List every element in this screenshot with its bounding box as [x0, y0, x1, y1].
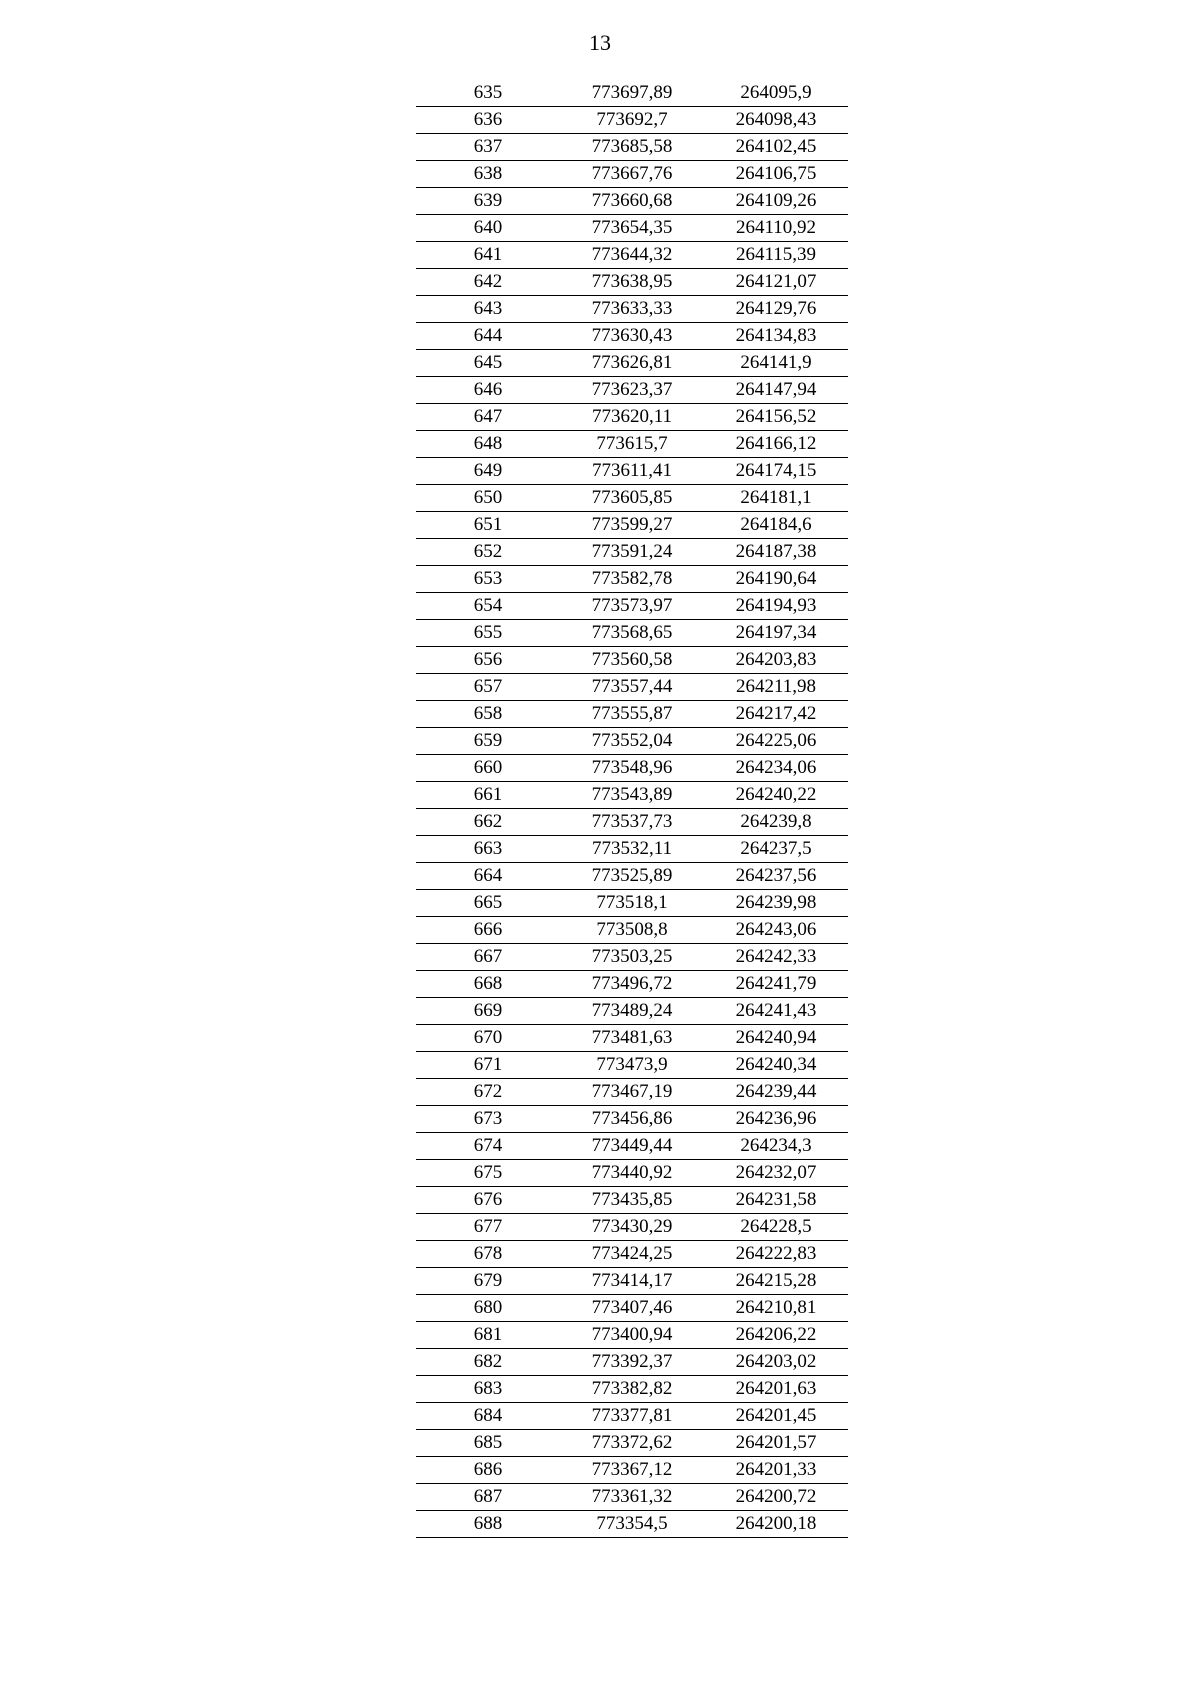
y-coordinate-cell: 264228,5	[704, 1214, 848, 1241]
table-row	[416, 404, 848, 431]
table-row	[416, 701, 848, 728]
y-coordinate-cell: 264211,98	[704, 674, 848, 701]
table-row	[416, 566, 848, 593]
table-row	[416, 377, 848, 404]
point-number-cell: 636	[416, 107, 560, 134]
x-coordinate-cell: 773692,7	[560, 107, 704, 134]
y-coordinate-cell: 264232,07	[704, 1160, 848, 1187]
x-coordinate-cell: 773611,41	[560, 458, 704, 485]
x-coordinate-cell: 773620,11	[560, 404, 704, 431]
x-coordinate-cell: 773667,76	[560, 161, 704, 188]
table-row	[416, 728, 848, 755]
y-coordinate-cell: 264184,6	[704, 512, 848, 539]
point-number-cell: 671	[416, 1052, 560, 1079]
table-row	[416, 161, 848, 188]
point-number-cell: 688	[416, 1511, 560, 1538]
y-coordinate-cell: 264243,06	[704, 917, 848, 944]
y-coordinate-cell: 264236,96	[704, 1106, 848, 1133]
table-row	[416, 1025, 848, 1052]
y-coordinate-cell: 264201,57	[704, 1430, 848, 1457]
y-coordinate-cell: 264109,26	[704, 188, 848, 215]
x-coordinate-cell: 773407,46	[560, 1295, 704, 1322]
table-row	[416, 350, 848, 377]
point-number-cell: 667	[416, 944, 560, 971]
point-number-cell: 635	[416, 80, 560, 107]
y-coordinate-cell: 264156,52	[704, 404, 848, 431]
point-number-cell: 653	[416, 566, 560, 593]
point-number-cell: 647	[416, 404, 560, 431]
table-row	[416, 269, 848, 296]
table-row	[416, 836, 848, 863]
table-row	[416, 1322, 848, 1349]
point-number-cell: 655	[416, 620, 560, 647]
y-coordinate-cell: 264234,3	[704, 1133, 848, 1160]
x-coordinate-cell: 773654,35	[560, 215, 704, 242]
y-coordinate-cell: 264240,22	[704, 782, 848, 809]
y-coordinate-cell: 264201,33	[704, 1457, 848, 1484]
table-row	[416, 1214, 848, 1241]
point-number-cell: 645	[416, 350, 560, 377]
point-number-cell: 680	[416, 1295, 560, 1322]
table-row	[416, 782, 848, 809]
x-coordinate-cell: 773560,58	[560, 647, 704, 674]
x-coordinate-cell: 773414,17	[560, 1268, 704, 1295]
point-number-cell: 687	[416, 1484, 560, 1511]
coordinates-table	[416, 80, 848, 1538]
x-coordinate-cell: 773591,24	[560, 539, 704, 566]
x-coordinate-cell: 773697,89	[560, 80, 704, 107]
x-coordinate-cell: 773525,89	[560, 863, 704, 890]
x-coordinate-cell: 773481,63	[560, 1025, 704, 1052]
y-coordinate-cell: 264203,02	[704, 1349, 848, 1376]
point-number-cell: 663	[416, 836, 560, 863]
x-coordinate-cell: 773473,9	[560, 1052, 704, 1079]
y-coordinate-cell: 264242,33	[704, 944, 848, 971]
y-coordinate-cell: 264239,44	[704, 1079, 848, 1106]
coordinates-table-body	[416, 80, 848, 1538]
point-number-cell: 678	[416, 1241, 560, 1268]
table-row	[416, 107, 848, 134]
point-number-cell: 642	[416, 269, 560, 296]
y-coordinate-cell: 264206,22	[704, 1322, 848, 1349]
y-coordinate-cell: 264187,38	[704, 539, 848, 566]
y-coordinate-cell: 264134,83	[704, 323, 848, 350]
y-coordinate-cell: 264095,9	[704, 80, 848, 107]
table-row	[416, 1106, 848, 1133]
point-number-cell: 675	[416, 1160, 560, 1187]
x-coordinate-cell: 773440,92	[560, 1160, 704, 1187]
table-row	[416, 917, 848, 944]
table-row	[416, 1511, 848, 1538]
x-coordinate-cell: 773582,78	[560, 566, 704, 593]
table-row	[416, 1187, 848, 1214]
x-coordinate-cell: 773573,97	[560, 593, 704, 620]
point-number-cell: 684	[416, 1403, 560, 1430]
point-number-cell: 674	[416, 1133, 560, 1160]
y-coordinate-cell: 264210,81	[704, 1295, 848, 1322]
x-coordinate-cell: 773568,65	[560, 620, 704, 647]
point-number-cell: 664	[416, 863, 560, 890]
y-coordinate-cell: 264239,8	[704, 809, 848, 836]
x-coordinate-cell: 773548,96	[560, 755, 704, 782]
y-coordinate-cell: 264231,58	[704, 1187, 848, 1214]
y-coordinate-cell: 264225,06	[704, 728, 848, 755]
table-row	[416, 593, 848, 620]
x-coordinate-cell: 773354,5	[560, 1511, 704, 1538]
y-coordinate-cell: 264110,92	[704, 215, 848, 242]
table-row	[416, 215, 848, 242]
x-coordinate-cell: 773660,68	[560, 188, 704, 215]
y-coordinate-cell: 264197,34	[704, 620, 848, 647]
table-row	[416, 1079, 848, 1106]
x-coordinate-cell: 773435,85	[560, 1187, 704, 1214]
y-coordinate-cell: 264241,79	[704, 971, 848, 998]
y-coordinate-cell: 264201,45	[704, 1403, 848, 1430]
table-row	[416, 1160, 848, 1187]
y-coordinate-cell: 264239,98	[704, 890, 848, 917]
table-row	[416, 1457, 848, 1484]
x-coordinate-cell: 773430,29	[560, 1214, 704, 1241]
point-number-cell: 638	[416, 161, 560, 188]
x-coordinate-cell: 773626,81	[560, 350, 704, 377]
point-number-cell: 651	[416, 512, 560, 539]
point-number-cell: 656	[416, 647, 560, 674]
x-coordinate-cell: 773638,95	[560, 269, 704, 296]
table-row	[416, 188, 848, 215]
point-number-cell: 648	[416, 431, 560, 458]
x-coordinate-cell: 773555,87	[560, 701, 704, 728]
y-coordinate-cell: 264203,83	[704, 647, 848, 674]
table-row	[416, 1295, 848, 1322]
x-coordinate-cell: 773392,37	[560, 1349, 704, 1376]
point-number-cell: 654	[416, 593, 560, 620]
point-number-cell: 676	[416, 1187, 560, 1214]
point-number-cell: 679	[416, 1268, 560, 1295]
table-row	[416, 431, 848, 458]
y-coordinate-cell: 264222,83	[704, 1241, 848, 1268]
x-coordinate-cell: 773543,89	[560, 782, 704, 809]
point-number-cell: 641	[416, 242, 560, 269]
x-coordinate-cell: 773382,82	[560, 1376, 704, 1403]
y-coordinate-cell: 264121,07	[704, 269, 848, 296]
table-row	[416, 1403, 848, 1430]
y-coordinate-cell: 264181,1	[704, 485, 848, 512]
point-number-cell: 686	[416, 1457, 560, 1484]
x-coordinate-cell: 773400,94	[560, 1322, 704, 1349]
table-row	[416, 1430, 848, 1457]
y-coordinate-cell: 264102,45	[704, 134, 848, 161]
table-row	[416, 1484, 848, 1511]
x-coordinate-cell: 773537,73	[560, 809, 704, 836]
point-number-cell: 660	[416, 755, 560, 782]
y-coordinate-cell: 264147,94	[704, 377, 848, 404]
x-coordinate-cell: 773615,7	[560, 431, 704, 458]
x-coordinate-cell: 773496,72	[560, 971, 704, 998]
table-row	[416, 620, 848, 647]
point-number-cell: 646	[416, 377, 560, 404]
point-number-cell: 673	[416, 1106, 560, 1133]
table-row	[416, 890, 848, 917]
table-row	[416, 242, 848, 269]
y-coordinate-cell: 264201,63	[704, 1376, 848, 1403]
y-coordinate-cell: 264240,34	[704, 1052, 848, 1079]
point-number-cell: 662	[416, 809, 560, 836]
point-number-cell: 685	[416, 1430, 560, 1457]
table-row	[416, 755, 848, 782]
table-row	[416, 674, 848, 701]
y-coordinate-cell: 264190,64	[704, 566, 848, 593]
y-coordinate-cell: 264129,76	[704, 296, 848, 323]
y-coordinate-cell: 264237,56	[704, 863, 848, 890]
x-coordinate-cell: 773644,32	[560, 242, 704, 269]
table-row	[416, 971, 848, 998]
table-row	[416, 323, 848, 350]
x-coordinate-cell: 773508,8	[560, 917, 704, 944]
page-number: 13	[589, 30, 611, 55]
point-number-cell: 637	[416, 134, 560, 161]
table-row	[416, 539, 848, 566]
y-coordinate-cell: 264240,94	[704, 1025, 848, 1052]
point-number-cell: 683	[416, 1376, 560, 1403]
table-row	[416, 944, 848, 971]
table-row	[416, 1052, 848, 1079]
point-number-cell: 670	[416, 1025, 560, 1052]
point-number-cell: 681	[416, 1322, 560, 1349]
y-coordinate-cell: 264200,72	[704, 1484, 848, 1511]
table-row	[416, 647, 848, 674]
point-number-cell: 677	[416, 1214, 560, 1241]
x-coordinate-cell: 773449,44	[560, 1133, 704, 1160]
table-row	[416, 512, 848, 539]
y-coordinate-cell: 264174,15	[704, 458, 848, 485]
x-coordinate-cell: 773361,32	[560, 1484, 704, 1511]
table-row	[416, 80, 848, 107]
point-number-cell: 659	[416, 728, 560, 755]
x-coordinate-cell: 773377,81	[560, 1403, 704, 1430]
y-coordinate-cell: 264098,43	[704, 107, 848, 134]
y-coordinate-cell: 264141,9	[704, 350, 848, 377]
table-row	[416, 998, 848, 1025]
x-coordinate-cell: 773557,44	[560, 674, 704, 701]
point-number-cell: 666	[416, 917, 560, 944]
point-number-cell: 652	[416, 539, 560, 566]
x-coordinate-cell: 773685,58	[560, 134, 704, 161]
point-number-cell: 665	[416, 890, 560, 917]
point-number-cell: 669	[416, 998, 560, 1025]
point-number-cell: 682	[416, 1349, 560, 1376]
y-coordinate-cell: 264234,06	[704, 755, 848, 782]
point-number-cell: 650	[416, 485, 560, 512]
table-row	[416, 458, 848, 485]
y-coordinate-cell: 264166,12	[704, 431, 848, 458]
x-coordinate-cell: 773552,04	[560, 728, 704, 755]
point-number-cell: 661	[416, 782, 560, 809]
table-row	[416, 1241, 848, 1268]
table-row	[416, 485, 848, 512]
x-coordinate-cell: 773532,11	[560, 836, 704, 863]
x-coordinate-cell: 773605,85	[560, 485, 704, 512]
table-row	[416, 1376, 848, 1403]
y-coordinate-cell: 264217,42	[704, 701, 848, 728]
point-number-cell: 644	[416, 323, 560, 350]
table-row	[416, 1133, 848, 1160]
x-coordinate-cell: 773456,86	[560, 1106, 704, 1133]
table-row	[416, 134, 848, 161]
x-coordinate-cell: 773503,25	[560, 944, 704, 971]
table-row	[416, 1268, 848, 1295]
x-coordinate-cell: 773630,43	[560, 323, 704, 350]
point-number-cell: 657	[416, 674, 560, 701]
y-coordinate-cell: 264200,18	[704, 1511, 848, 1538]
point-number-cell: 649	[416, 458, 560, 485]
x-coordinate-cell: 773518,1	[560, 890, 704, 917]
x-coordinate-cell: 773623,37	[560, 377, 704, 404]
x-coordinate-cell: 773489,24	[560, 998, 704, 1025]
point-number-cell: 658	[416, 701, 560, 728]
y-coordinate-cell: 264241,43	[704, 998, 848, 1025]
table-row	[416, 809, 848, 836]
table-row	[416, 863, 848, 890]
point-number-cell: 643	[416, 296, 560, 323]
point-number-cell: 639	[416, 188, 560, 215]
x-coordinate-cell: 773367,12	[560, 1457, 704, 1484]
point-number-cell: 672	[416, 1079, 560, 1106]
y-coordinate-cell: 264215,28	[704, 1268, 848, 1295]
table-row	[416, 1349, 848, 1376]
table-row	[416, 296, 848, 323]
y-coordinate-cell: 264237,5	[704, 836, 848, 863]
point-number-cell: 668	[416, 971, 560, 998]
x-coordinate-cell: 773599,27	[560, 512, 704, 539]
y-coordinate-cell: 264194,93	[704, 593, 848, 620]
x-coordinate-cell: 773467,19	[560, 1079, 704, 1106]
y-coordinate-cell: 264106,75	[704, 161, 848, 188]
x-coordinate-cell: 773633,33	[560, 296, 704, 323]
x-coordinate-cell: 773372,62	[560, 1430, 704, 1457]
x-coordinate-cell: 773424,25	[560, 1241, 704, 1268]
point-number-cell: 640	[416, 215, 560, 242]
y-coordinate-cell: 264115,39	[704, 242, 848, 269]
